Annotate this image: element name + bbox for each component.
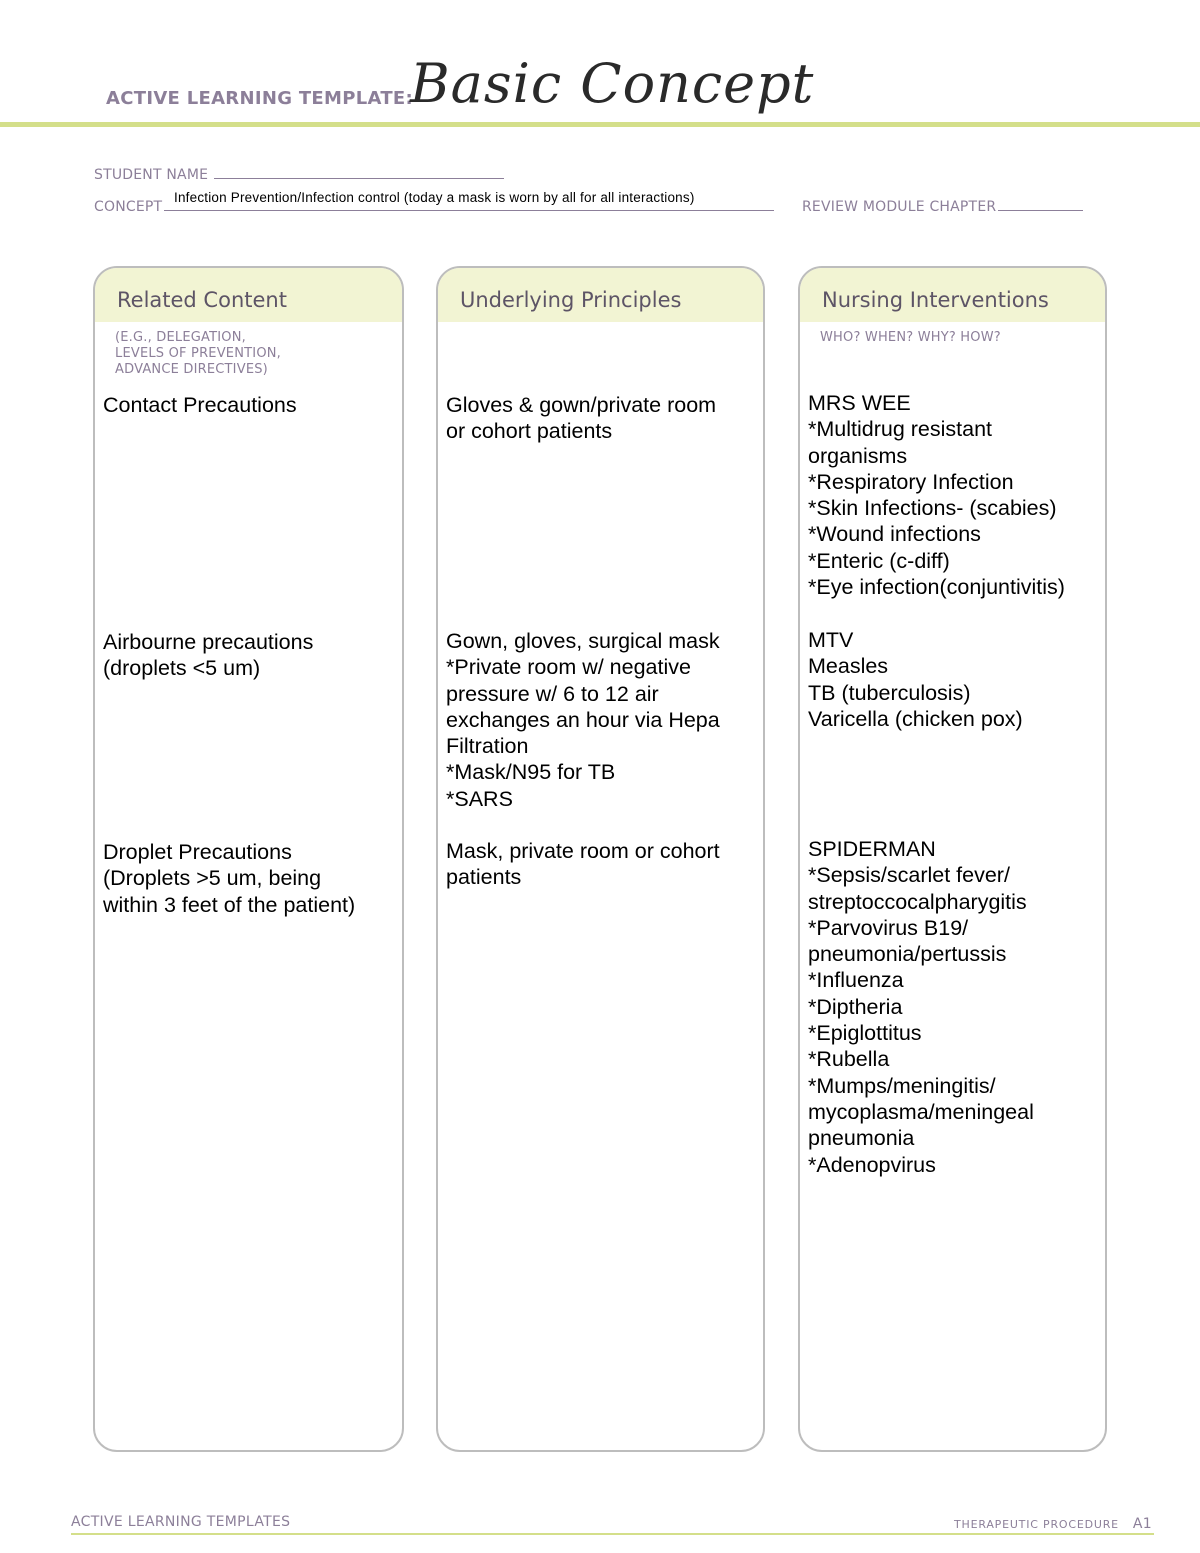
related-content-column — [93, 266, 404, 1452]
nursing-interventions-column — [798, 266, 1107, 1452]
related-content-hint: (E.G., DELEGATION, LEVELS OF PREVENTION, ADVANCE DIRECTIVES) — [115, 330, 282, 377]
related-entry-airborne: Airbourne precautions (droplets <5 um) — [103, 630, 314, 681]
related-content-heading: Related Content — [95, 268, 402, 322]
nursing-interventions-heading: Nursing Interventions — [800, 268, 1105, 322]
underlying-principles-heading: Underlying Principles — [438, 268, 763, 322]
interventions-entry-airborne: MTV Measles TB (tuberculosis) Varicella (chicken pox) — [808, 628, 1023, 731]
footer-divider — [71, 1533, 1154, 1535]
principles-entry-droplet: Mask, private room or cohort patients — [446, 839, 720, 890]
header-divider — [0, 122, 1200, 127]
related-entry-contact: Contact Precautions — [103, 393, 297, 417]
template-label: ACTIVE LEARNING TEMPLATE: — [106, 88, 413, 109]
underlying-principles-column — [436, 266, 765, 1452]
concept-value: Infection Prevention/Infection control (today a mask is worn by all for all interactions) — [174, 190, 695, 205]
template-title: Basic Concept — [410, 52, 815, 115]
student-name-field[interactable] — [94, 166, 504, 183]
review-module-blank[interactable] — [998, 198, 1083, 211]
footer-series: ACTIVE LEARNING TEMPLATES — [71, 1514, 291, 1530]
footer-category — [954, 1516, 1152, 1532]
principles-entry-contact: Gloves & gown/private room or cohort patients — [446, 393, 717, 444]
concept-label: CONCEPT — [94, 199, 163, 215]
review-module-field[interactable] — [802, 198, 1083, 215]
interventions-entry-contact: MRS WEE *Multidrug resistant organisms *Respiratory Infection *Skin Infections- (scabies) *Wound infections *Enteric (c-diff) *Eye infection(conjuntivitis) — [808, 391, 1065, 600]
concept-field[interactable] — [94, 190, 774, 215]
principles-entry-airborne: Gown, gloves, surgical mask *Private room w/ negative pressure w/ 6 to 12 air exchanges an hour via Hepa Filtration *Mask/N95 for TB *SARS — [446, 629, 720, 811]
student-name-label: STUDENT NAME — [94, 167, 209, 183]
footer-category-label: THERAPEUTIC PROCEDURE — [953, 1518, 1119, 1531]
related-entry-droplet: Droplet Precautions (Droplets >5 um, being within 3 feet of the patient) — [103, 840, 356, 917]
template-header — [0, 52, 1200, 124]
review-module-label: REVIEW MODULE CHAPTER — [802, 199, 997, 215]
nursing-interventions-hint: WHO? WHEN? WHY? HOW? — [820, 330, 1001, 345]
page-number: A1 — [1132, 1516, 1152, 1532]
interventions-entry-droplet: SPIDERMAN *Sepsis/scarlet fever/ streptoccocalpharygitis *Parvovirus B19/ pneumonia/pertussis *Influenza *Diptheria *Epiglottitus *Rubella *Mumps/meningitis/ mycoplasma/meningeal pneumonia *Adenopvirus — [808, 837, 1034, 1177]
student-name-blank[interactable] — [214, 166, 504, 179]
